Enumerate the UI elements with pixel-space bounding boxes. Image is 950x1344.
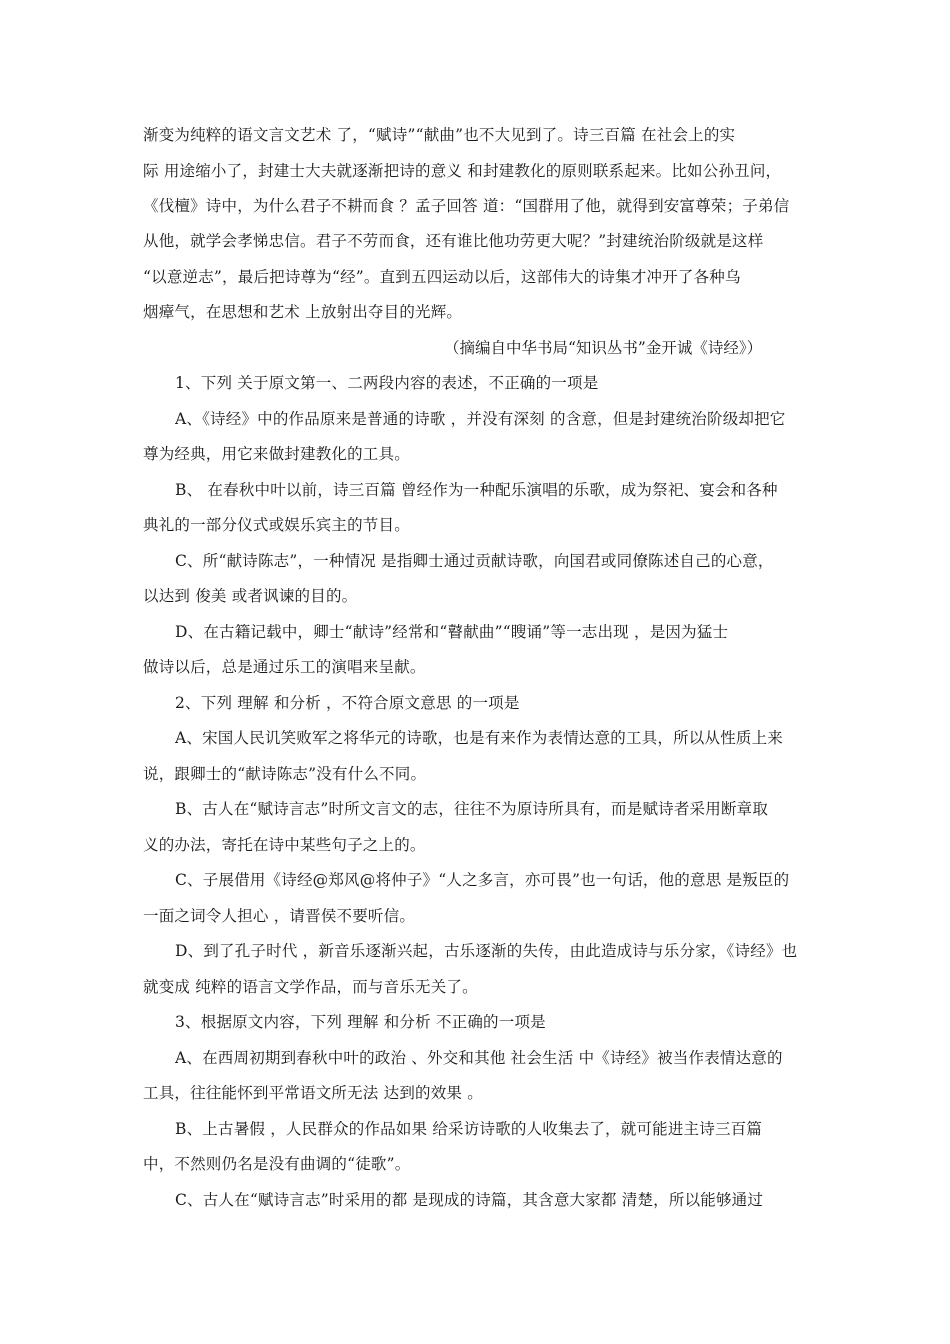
- option-line: 一面之词令人担心 ，请晋侯不要听信。: [143, 907, 416, 925]
- paragraph-line: 从他，就学会孝悌忠信。君子不劳而食，还有谁比他功劳更大呢？”封建统治阶级就是这样: [143, 232, 764, 250]
- option-line: C、子展借用《诗经@郑风@将仲子》“人之多言，亦可畏”也一句话，他的意思 是叛臣的: [175, 871, 790, 889]
- option-line: 中，不然则仍名是没有曲调的“徒歌”。: [143, 1155, 411, 1173]
- option-line: B、古人在“赋诗言志”时所文言文的志，往往不为原诗所具有，而是赋诗者采用断章取: [175, 800, 769, 818]
- question-stem: 2、下列 理解 和分析 ，不符合原文意思 的一项是: [175, 694, 520, 712]
- option-line: C、所“献诗陈志”，一种情况 是指卿士通过贡献诗歌，向国君或同僚陈述自己的心意，: [175, 552, 774, 570]
- option-line: 说，跟卿士的“献诗陈志”没有什么不同。: [143, 765, 427, 783]
- option-line: C、古人在“赋诗言志”时采用的都 是现成的诗篇，其含意大家都 清楚，所以能够通过: [175, 1191, 764, 1209]
- option-line: A、《诗经》中的作品原来是普通的诗歌 ，并没有深刻 的含意，但是封建统治阶级却把它: [175, 410, 786, 428]
- paragraph-line: “以意逆志”，最后把诗尊为“经”。直到五四运动以后，这部伟大的诗集才冲开了各种乌: [143, 268, 741, 286]
- paragraph-line: 烟瘴气，在思想和艺术 上放射出夺目的光辉。: [143, 303, 463, 321]
- option-line: A、在西周初期到春秋中叶的政治 、外交和其他 社会生活 中《诗经》被当作表情达意的: [175, 1049, 783, 1067]
- option-line: D、到了孔子时代 ，新音乐逐渐兴起，古乐逐渐的失传，由此造成诗与乐分家，《诗经》也: [175, 942, 798, 960]
- source-citation: （摘编自中华书局“知识丛书”金开诚《诗经》）: [444, 339, 763, 357]
- option-line: 就变成 纯粹的语言文学作品，而与音乐无关了。: [143, 978, 478, 996]
- option-line: A、宋国人民讥笑败军之将华元的诗歌，也是有来作为表情达意的工具，所以从性质上来: [175, 729, 783, 747]
- option-line: 工具，往往能怀到平常语文所无法 达到的效果 。: [143, 1084, 483, 1102]
- option-line: D、在古籍记载中，卿士“献诗”经常和“瞽献曲”“瞍诵”等一志出现 ，是因为猛士: [175, 623, 729, 641]
- paragraph-line: 渐变为纯粹的语文言文艺术 了，“赋诗”“献曲”也不大见到了。诗三百篇 在社会上的实: [143, 126, 736, 144]
- paragraph-line: 际 用途缩小了，封建士大夫就逐渐把诗的意义 和封建教化的原则联系起来。比如公孙丑问，: [143, 162, 782, 180]
- option-line: 尊为经典，用它来做封建教化的工具。: [143, 445, 410, 463]
- option-line: 做诗以后，总是通过乐工的演唱来呈献。: [143, 658, 426, 676]
- option-line: B、上古暑假 ，人民群众的作品如果 给采访诗歌的人收集去了，就可能进主诗三百篇: [175, 1120, 763, 1138]
- paragraph-line: 《伐檀》诗中，为什么君子不耕而食 ？孟子回答 道：“国群用了他，就得到安富尊荣；子弟信: [143, 197, 790, 215]
- question-stem: 1、下列 关于原文第一、二两段内容的表述，不正确的一项是: [175, 374, 599, 392]
- option-line: B、 在春秋中叶以前，诗三百篇 曾经作为一种配乐演唱的乐歌，成为祭祀、宴会和各种: [175, 481, 778, 499]
- option-line: 以达到 俊美 或者讽谏的目的。: [143, 587, 358, 605]
- option-line: 义的办法，寄托在诗中某些句子之上的。: [143, 836, 426, 854]
- question-stem: 3、根据原文内容，下列 理解 和分析 不正确的一项是: [175, 1013, 546, 1031]
- option-line: 典礼的一部分仪式或娱乐宾主的节目。: [143, 516, 410, 534]
